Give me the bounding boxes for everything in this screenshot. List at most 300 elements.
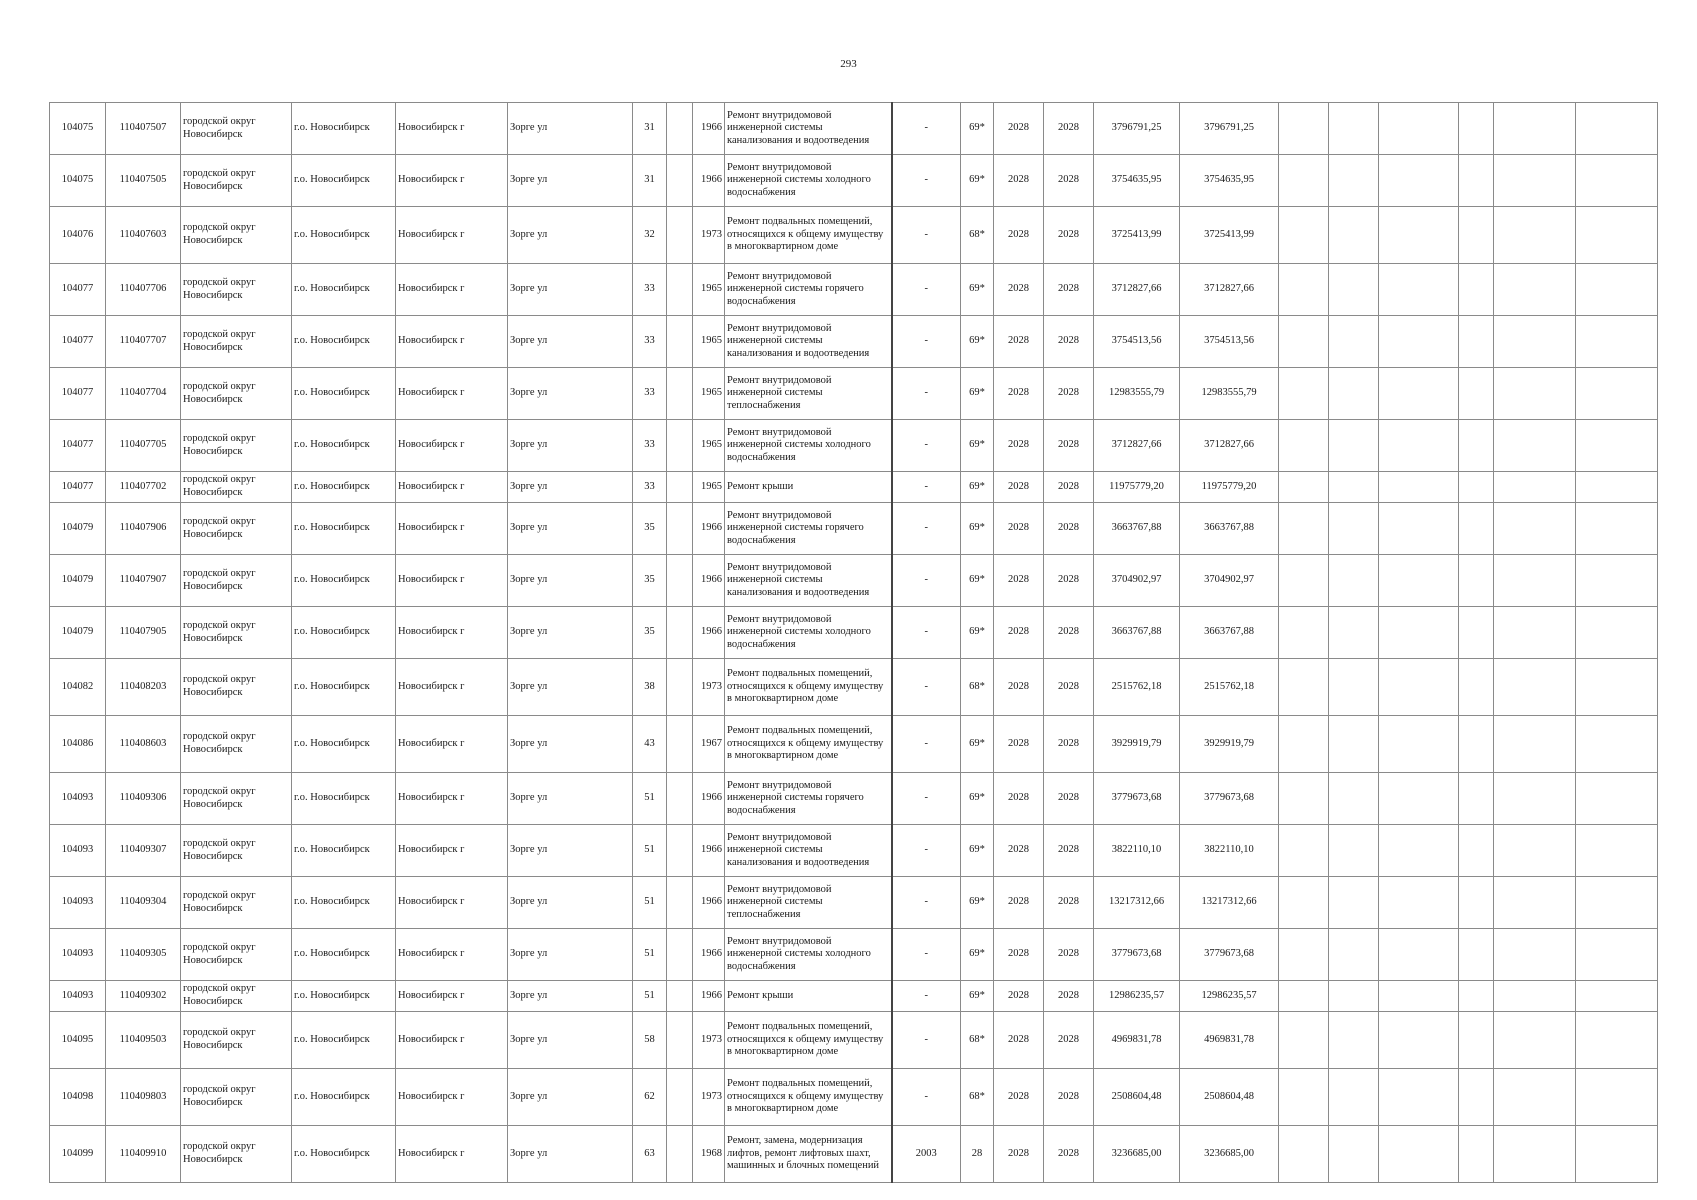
- cell-empty: [1494, 659, 1576, 716]
- cell-empty: [1279, 929, 1329, 981]
- cell-plan-start: 2028: [994, 420, 1044, 472]
- table-row: [50, 420, 1658, 472]
- cell-municipality: г.о. Новосибирск: [292, 503, 396, 555]
- cell-municipality: г.о. Новосибирск: [292, 1069, 396, 1126]
- cell-building: [667, 420, 693, 472]
- cell-city: Новосибирск г: [396, 103, 508, 155]
- cell-empty: [1494, 368, 1576, 420]
- table-row: [50, 607, 1658, 659]
- cell-house: 51: [633, 981, 667, 1012]
- cell-code: 110409306: [106, 773, 181, 825]
- cell-lift-year: -: [892, 503, 961, 555]
- cell-city: Новосибирск г: [396, 825, 508, 877]
- cell-cost-total: 3236685,00: [1094, 1126, 1180, 1183]
- cell-work-type: Ремонт внутридомовой инженерной системы канализования и водоотведения: [725, 316, 892, 368]
- cell-lift-year: -: [892, 472, 961, 503]
- cell-empty: [1494, 716, 1576, 773]
- cell-plan-end: 2028: [1044, 981, 1094, 1012]
- cell-city: Новосибирск г: [396, 773, 508, 825]
- cell-okrug: городской округ Новосибирск: [181, 472, 292, 503]
- cell-id: 104076: [50, 207, 106, 264]
- cell-empty: [1576, 981, 1658, 1012]
- cell-work-type: Ремонт внутридомовой инженерной системы холодного водоснабжения: [725, 155, 892, 207]
- cell-house: 43: [633, 716, 667, 773]
- cell-okrug: городской округ Новосибирск: [181, 716, 292, 773]
- cell-plan-end: 2028: [1044, 472, 1094, 503]
- cell-year: 1966: [693, 773, 725, 825]
- cell-empty: [1379, 472, 1459, 503]
- cell-cost-fund: 3822110,10: [1180, 825, 1279, 877]
- cell-cost-total: 3754635,95: [1094, 155, 1180, 207]
- cell-house: 62: [633, 1069, 667, 1126]
- cell-cost-total: 12983555,79: [1094, 368, 1180, 420]
- cell-plan-end: 2028: [1044, 316, 1094, 368]
- cell-empty: [1576, 1012, 1658, 1069]
- cell-building: [667, 1069, 693, 1126]
- cell-cost-total: 3796791,25: [1094, 103, 1180, 155]
- cell-cost-fund: 11975779,20: [1180, 472, 1279, 503]
- cell-id: 104077: [50, 420, 106, 472]
- cell-empty: [1459, 659, 1494, 716]
- cell-okrug: городской округ Новосибирск: [181, 607, 292, 659]
- cell-code: 110408203: [106, 659, 181, 716]
- cell-cost-fund: 3663767,88: [1180, 503, 1279, 555]
- cell-okrug: городской округ Новосибирск: [181, 103, 292, 155]
- cell-code: 110409503: [106, 1012, 181, 1069]
- cell-house: 33: [633, 316, 667, 368]
- cell-municipality: г.о. Новосибирск: [292, 825, 396, 877]
- cell-city: Новосибирск г: [396, 264, 508, 316]
- cell-house: 33: [633, 264, 667, 316]
- cell-plan-end: 2028: [1044, 155, 1094, 207]
- cell-cost-fund: 3754635,95: [1180, 155, 1279, 207]
- cell-empty: [1494, 472, 1576, 503]
- cell-empty: [1329, 103, 1379, 155]
- cell-wear: 28: [961, 1126, 994, 1183]
- cell-empty: [1379, 555, 1459, 607]
- cell-empty: [1494, 981, 1576, 1012]
- cell-wear: 69*: [961, 155, 994, 207]
- cell-empty: [1379, 659, 1459, 716]
- cell-street: Зорге ул: [508, 1012, 633, 1069]
- cell-plan-end: 2028: [1044, 773, 1094, 825]
- cell-building: [667, 773, 693, 825]
- cell-street: Зорге ул: [508, 929, 633, 981]
- cell-plan-end: 2028: [1044, 607, 1094, 659]
- cell-id: 104075: [50, 103, 106, 155]
- cell-cost-total: 2508604,48: [1094, 1069, 1180, 1126]
- cell-work-type: Ремонт подвальных помещений, относящихся к общему имуществу в многоквартирном доме: [725, 659, 892, 716]
- cell-work-type: Ремонт внутридомовой инженерной системы теплоснабжения: [725, 877, 892, 929]
- cell-empty: [1329, 555, 1379, 607]
- cell-lift-year: -: [892, 716, 961, 773]
- cell-city: Новосибирск г: [396, 316, 508, 368]
- cell-cost-total: 3712827,66: [1094, 420, 1180, 472]
- cell-okrug: городской округ Новосибирск: [181, 877, 292, 929]
- cell-lift-year: -: [892, 1012, 961, 1069]
- cell-empty: [1279, 607, 1329, 659]
- cell-id: 104082: [50, 659, 106, 716]
- cell-cost-fund: 3779673,68: [1180, 773, 1279, 825]
- cell-building: [667, 877, 693, 929]
- cell-empty: [1329, 1126, 1379, 1183]
- cell-cost-fund: 3236685,00: [1180, 1126, 1279, 1183]
- cell-plan-start: 2028: [994, 877, 1044, 929]
- cell-id: 104093: [50, 981, 106, 1012]
- cell-empty: [1329, 207, 1379, 264]
- cell-plan-end: 2028: [1044, 264, 1094, 316]
- table-row: [50, 555, 1658, 607]
- cell-street: Зорге ул: [508, 773, 633, 825]
- cell-work-type: Ремонт внутридомовой инженерной системы теплоснабжения: [725, 368, 892, 420]
- cell-wear: 69*: [961, 773, 994, 825]
- cell-okrug: городской округ Новосибирск: [181, 659, 292, 716]
- cell-year: 1965: [693, 264, 725, 316]
- cell-building: [667, 981, 693, 1012]
- cell-empty: [1494, 1069, 1576, 1126]
- cell-id: 104098: [50, 1069, 106, 1126]
- cell-cost-total: 3725413,99: [1094, 207, 1180, 264]
- cell-cost-fund: 4969831,78: [1180, 1012, 1279, 1069]
- cell-empty: [1459, 1126, 1494, 1183]
- table-row: [50, 716, 1658, 773]
- cell-street: Зорге ул: [508, 1069, 633, 1126]
- cell-street: Зорге ул: [508, 103, 633, 155]
- cell-empty: [1494, 503, 1576, 555]
- cell-building: [667, 1126, 693, 1183]
- cell-cost-fund: 3929919,79: [1180, 716, 1279, 773]
- cell-lift-year: -: [892, 207, 961, 264]
- cell-year: 1973: [693, 1012, 725, 1069]
- cell-year: 1973: [693, 659, 725, 716]
- cell-id: 104093: [50, 877, 106, 929]
- cell-year: 1966: [693, 825, 725, 877]
- cell-code: 110409302: [106, 981, 181, 1012]
- cell-work-type: Ремонт подвальных помещений, относящихся к общему имуществу в многоквартирном доме: [725, 207, 892, 264]
- cell-empty: [1329, 316, 1379, 368]
- cell-code: 110409305: [106, 929, 181, 981]
- cell-okrug: городской округ Новосибирск: [181, 929, 292, 981]
- cell-plan-start: 2028: [994, 716, 1044, 773]
- cell-empty: [1279, 981, 1329, 1012]
- table-row: [50, 877, 1658, 929]
- cell-plan-start: 2028: [994, 929, 1044, 981]
- cell-cost-total: 3663767,88: [1094, 607, 1180, 659]
- cell-cost-total: 13217312,66: [1094, 877, 1180, 929]
- cell-cost-total: 3779673,68: [1094, 773, 1180, 825]
- cell-code: 110407505: [106, 155, 181, 207]
- cell-empty: [1576, 1069, 1658, 1126]
- cell-wear: 69*: [961, 103, 994, 155]
- cell-empty: [1459, 929, 1494, 981]
- table-row: [50, 1126, 1658, 1183]
- cell-empty: [1379, 316, 1459, 368]
- cell-plan-end: 2028: [1044, 503, 1094, 555]
- cell-id: 104077: [50, 316, 106, 368]
- cell-lift-year: -: [892, 368, 961, 420]
- cell-code: 110407706: [106, 264, 181, 316]
- cell-empty: [1576, 555, 1658, 607]
- cell-code: 110407702: [106, 472, 181, 503]
- cell-id: 104095: [50, 1012, 106, 1069]
- cell-lift-year: -: [892, 773, 961, 825]
- cell-empty: [1329, 877, 1379, 929]
- cell-plan-start: 2028: [994, 1126, 1044, 1183]
- cell-house: 63: [633, 1126, 667, 1183]
- cell-lift-year: -: [892, 555, 961, 607]
- cell-empty: [1379, 264, 1459, 316]
- cell-id: 104079: [50, 555, 106, 607]
- cell-empty: [1379, 929, 1459, 981]
- cell-work-type: Ремонт внутридомовой инженерной системы канализования и водоотведения: [725, 555, 892, 607]
- cell-empty: [1576, 368, 1658, 420]
- cell-lift-year: -: [892, 825, 961, 877]
- cell-empty: [1279, 472, 1329, 503]
- cell-code: 110407707: [106, 316, 181, 368]
- cell-lift-year: -: [892, 659, 961, 716]
- cell-code: 110407906: [106, 503, 181, 555]
- cell-lift-year: -: [892, 981, 961, 1012]
- cell-empty: [1379, 877, 1459, 929]
- cell-work-type: Ремонт, замена, модернизация лифтов, ремонт лифтовых шахт, машинных и блочных помещений: [725, 1126, 892, 1183]
- cell-wear: 69*: [961, 316, 994, 368]
- cell-empty: [1494, 155, 1576, 207]
- cell-house: 33: [633, 420, 667, 472]
- cell-empty: [1494, 1012, 1576, 1069]
- cell-cost-fund: 13217312,66: [1180, 877, 1279, 929]
- cell-empty: [1494, 773, 1576, 825]
- cell-empty: [1576, 929, 1658, 981]
- cell-empty: [1459, 503, 1494, 555]
- cell-empty: [1329, 1069, 1379, 1126]
- cell-lift-year: -: [892, 929, 961, 981]
- cell-city: Новосибирск г: [396, 929, 508, 981]
- cell-id: 104086: [50, 716, 106, 773]
- cell-empty: [1494, 1126, 1576, 1183]
- cell-plan-start: 2028: [994, 264, 1044, 316]
- cell-code: 110409307: [106, 825, 181, 877]
- cell-wear: 69*: [961, 472, 994, 503]
- table-row: [50, 659, 1658, 716]
- cell-year: 1966: [693, 503, 725, 555]
- cell-plan-start: 2028: [994, 825, 1044, 877]
- cell-okrug: городской округ Новосибирск: [181, 981, 292, 1012]
- cell-municipality: г.о. Новосибирск: [292, 607, 396, 659]
- cell-wear: 69*: [961, 264, 994, 316]
- cell-lift-year: 2003: [892, 1126, 961, 1183]
- cell-work-type: Ремонт подвальных помещений, относящихся к общему имуществу в многоквартирном доме: [725, 1012, 892, 1069]
- cell-id: 104099: [50, 1126, 106, 1183]
- page-number: 293: [840, 58, 857, 70]
- cell-cost-total: 3704902,97: [1094, 555, 1180, 607]
- cell-cost-total: 11975779,20: [1094, 472, 1180, 503]
- cell-plan-end: 2028: [1044, 929, 1094, 981]
- cell-work-type: Ремонт внутридомовой инженерной системы горячего водоснабжения: [725, 264, 892, 316]
- cell-plan-start: 2028: [994, 981, 1044, 1012]
- cell-municipality: г.о. Новосибирск: [292, 1012, 396, 1069]
- capital-repair-table: [49, 102, 1658, 1183]
- cell-id: 104093: [50, 825, 106, 877]
- cell-empty: [1379, 981, 1459, 1012]
- cell-empty: [1379, 1069, 1459, 1126]
- cell-id: 104093: [50, 773, 106, 825]
- cell-city: Новосибирск г: [396, 659, 508, 716]
- cell-year: 1965: [693, 368, 725, 420]
- table-row: [50, 773, 1658, 825]
- cell-okrug: городской округ Новосибирск: [181, 207, 292, 264]
- cell-empty: [1329, 659, 1379, 716]
- cell-empty: [1379, 773, 1459, 825]
- cell-empty: [1279, 825, 1329, 877]
- cell-empty: [1576, 607, 1658, 659]
- cell-house: 38: [633, 659, 667, 716]
- cell-lift-year: -: [892, 103, 961, 155]
- cell-municipality: г.о. Новосибирск: [292, 316, 396, 368]
- cell-wear: 69*: [961, 825, 994, 877]
- cell-street: Зорге ул: [508, 503, 633, 555]
- cell-empty: [1279, 420, 1329, 472]
- cell-plan-start: 2028: [994, 503, 1044, 555]
- cell-wear: 69*: [961, 555, 994, 607]
- cell-empty: [1379, 1012, 1459, 1069]
- table-row: [50, 981, 1658, 1012]
- cell-okrug: городской округ Новосибирск: [181, 503, 292, 555]
- cell-empty: [1494, 825, 1576, 877]
- cell-empty: [1494, 103, 1576, 155]
- cell-wear: 69*: [961, 420, 994, 472]
- cell-code: 110409910: [106, 1126, 181, 1183]
- cell-cost-total: 12986235,57: [1094, 981, 1180, 1012]
- cell-id: 104077: [50, 264, 106, 316]
- cell-empty: [1459, 103, 1494, 155]
- cell-building: [667, 555, 693, 607]
- cell-id: 104077: [50, 368, 106, 420]
- cell-year: 1966: [693, 103, 725, 155]
- cell-house: 35: [633, 503, 667, 555]
- cell-plan-end: 2028: [1044, 1069, 1094, 1126]
- cell-empty: [1494, 929, 1576, 981]
- cell-empty: [1379, 103, 1459, 155]
- cell-street: Зорге ул: [508, 877, 633, 929]
- cell-lift-year: -: [892, 1069, 961, 1126]
- cell-plan-start: 2028: [994, 607, 1044, 659]
- cell-plan-start: 2028: [994, 103, 1044, 155]
- cell-work-type: Ремонт внутридомовой инженерной системы горячего водоснабжения: [725, 773, 892, 825]
- cell-lift-year: -: [892, 607, 961, 659]
- cell-empty: [1576, 420, 1658, 472]
- cell-street: Зорге ул: [508, 716, 633, 773]
- cell-plan-start: 2028: [994, 472, 1044, 503]
- cell-work-type: Ремонт внутридомовой инженерной системы канализования и водоотведения: [725, 825, 892, 877]
- cell-city: Новосибирск г: [396, 472, 508, 503]
- cell-empty: [1459, 316, 1494, 368]
- table-row: [50, 503, 1658, 555]
- cell-municipality: г.о. Новосибирск: [292, 368, 396, 420]
- cell-empty: [1459, 1069, 1494, 1126]
- cell-city: Новосибирск г: [396, 503, 508, 555]
- cell-street: Зорге ул: [508, 659, 633, 716]
- cell-empty: [1459, 607, 1494, 659]
- cell-year: 1968: [693, 1126, 725, 1183]
- cell-year: 1973: [693, 207, 725, 264]
- cell-empty: [1329, 155, 1379, 207]
- cell-empty: [1279, 877, 1329, 929]
- cell-empty: [1329, 1012, 1379, 1069]
- cell-work-type: Ремонт подвальных помещений, относящихся к общему имуществу в многоквартирном доме: [725, 716, 892, 773]
- cell-house: 58: [633, 1012, 667, 1069]
- cell-lift-year: -: [892, 420, 961, 472]
- cell-empty: [1576, 659, 1658, 716]
- cell-year: 1966: [693, 155, 725, 207]
- cell-empty: [1576, 1126, 1658, 1183]
- cell-empty: [1379, 607, 1459, 659]
- cell-plan-start: 2028: [994, 316, 1044, 368]
- cell-building: [667, 264, 693, 316]
- cell-wear: 69*: [961, 503, 994, 555]
- cell-street: Зорге ул: [508, 472, 633, 503]
- cell-year: 1965: [693, 316, 725, 368]
- cell-city: Новосибирск г: [396, 420, 508, 472]
- cell-municipality: г.о. Новосибирск: [292, 555, 396, 607]
- cell-empty: [1494, 555, 1576, 607]
- cell-empty: [1576, 773, 1658, 825]
- cell-street: Зорге ул: [508, 981, 633, 1012]
- cell-empty: [1279, 1126, 1329, 1183]
- cell-cost-fund: 12983555,79: [1180, 368, 1279, 420]
- cell-street: Зорге ул: [508, 420, 633, 472]
- cell-building: [667, 316, 693, 368]
- cell-plan-end: 2028: [1044, 1012, 1094, 1069]
- cell-plan-end: 2028: [1044, 1126, 1094, 1183]
- cell-plan-end: 2028: [1044, 555, 1094, 607]
- cell-empty: [1379, 420, 1459, 472]
- cell-okrug: городской округ Новосибирск: [181, 1126, 292, 1183]
- cell-house: 33: [633, 368, 667, 420]
- cell-code: 110407907: [106, 555, 181, 607]
- cell-city: Новосибирск г: [396, 1069, 508, 1126]
- cell-work-type: Ремонт внутридомовой инженерной системы холодного водоснабжения: [725, 929, 892, 981]
- table-row: [50, 1069, 1658, 1126]
- cell-id: 104079: [50, 503, 106, 555]
- cell-plan-start: 2028: [994, 368, 1044, 420]
- cell-empty: [1459, 207, 1494, 264]
- cell-empty: [1279, 773, 1329, 825]
- cell-code: 110407704: [106, 368, 181, 420]
- cell-house: 51: [633, 877, 667, 929]
- cell-lift-year: -: [892, 155, 961, 207]
- cell-plan-end: 2028: [1044, 877, 1094, 929]
- cell-city: Новосибирск г: [396, 607, 508, 659]
- cell-year: 1965: [693, 420, 725, 472]
- cell-empty: [1279, 555, 1329, 607]
- cell-wear: 69*: [961, 981, 994, 1012]
- cell-empty: [1459, 368, 1494, 420]
- cell-wear: 68*: [961, 1012, 994, 1069]
- cell-street: Зорге ул: [508, 264, 633, 316]
- cell-empty: [1576, 503, 1658, 555]
- cell-lift-year: -: [892, 877, 961, 929]
- cell-empty: [1329, 503, 1379, 555]
- table-row: [50, 155, 1658, 207]
- cell-work-type: Ремонт внутридомовой инженерной системы холодного водоснабжения: [725, 420, 892, 472]
- cell-plan-end: 2028: [1044, 103, 1094, 155]
- cell-cost-fund: 3712827,66: [1180, 264, 1279, 316]
- cell-street: Зорге ул: [508, 825, 633, 877]
- table-row: [50, 825, 1658, 877]
- cell-empty: [1494, 420, 1576, 472]
- cell-street: Зорге ул: [508, 1126, 633, 1183]
- cell-plan-end: 2028: [1044, 716, 1094, 773]
